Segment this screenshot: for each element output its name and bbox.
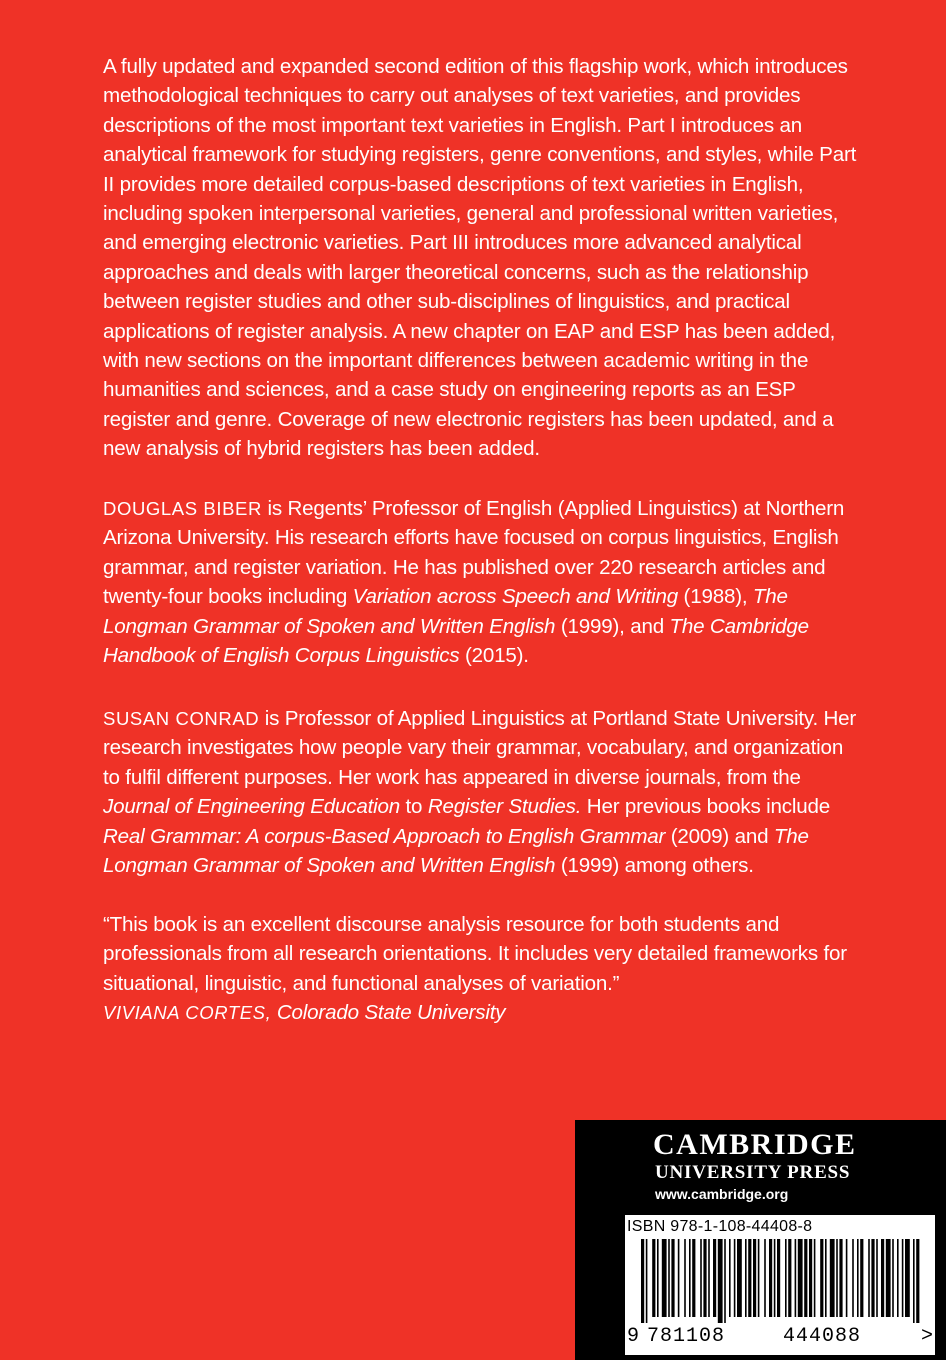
description-paragraph: A fully updated and expanded second edition of this flagship work, which introduces methodological techniques to carry out analyses of text varieties, and provides descriptions of the most important text varieties in English. Part I introduces an analytical framework for studying registers, genre conventions, and styles, while Part II provides more detailed corpus-based descriptions of text varieties in English, including spoken interpersonal varieties, general and professional written varieties, and emerging electronic varieties. Part III introduces more advanced analytical approaches and deals with larger theoretical concerns, such as the relationship between register studies and other sub-disciplines of linguistics, and practical applications of register analysis. A new chapter on EAP and ESP has been added, with new sections on the important differences between academic writing in the humanities and sciences, and a case study on engineering reports as an ESP register and genre. Coverage of new electronic registers has been updated, and a new analysis of hybrid registers has been added. [103,55,857,461]
book-title: The Cambridge Handbook of English Corpus Linguistics [103,614,809,668]
publisher-url: www.cambridge.org [655,1186,789,1202]
quote-text: “This book is an excellent discourse analysis resource for both students and professionals from all research orientations. It includes very detailed frameworks for situational, linguistic, and functional analyses of variation.” [103,913,847,995]
book-title: Variation across Speech and Writing [352,585,679,609]
journal-title: Journal of Engineering Education [103,795,400,819]
review-quote [103,910,863,1028]
journal-title: Register Studies. [427,795,582,819]
author-name: SUSAN CONRAD [103,708,260,729]
isbn-label: ISBN 978-1-108-44408-8 [627,1218,813,1235]
publisher-logo: CAMBRIDGE [653,1128,857,1161]
book-description [103,52,863,464]
author-name: DOUGLAS BIBER [103,498,262,519]
barcode-icon [637,1239,923,1323]
reviewer-affiliation: Colorado State University [271,1001,506,1025]
quote-attribution [103,998,863,1027]
publisher-block [575,1120,946,1360]
book-title: Real Grammar: A corpus-Based Approach to English Grammar [103,824,666,848]
reviewer-name: VIVIANA CORTES, [103,1002,272,1024]
barcode-panel: ISBN 978-1-108-44408-8 9 781108 444088 > [625,1215,935,1355]
book-title: The Longman Grammar of Spoken and Written English [103,824,809,878]
publisher-subname: UNIVERSITY PRESS [655,1162,851,1183]
author-bio-conrad: SUSAN CONRAD is Professor of Applied Linguistics at Portland State University. Her research investigates how people vary their grammar, vocabulary, and organization to fulfil different purposes. Her work has appeared in diverse journals, from the Journal of Engineering Education to Register Studies. Her previous books include Real Grammar: A corpus-Based Approach to English Grammar (2009) and The Longman Grammar of Spoken and Written English (1999) among others. [103,707,857,878]
author-bio-biber: DOUGLAS BIBER is Regents’ Professor of English (Applied Linguistics) at Northern Arizona University. His research efforts have focused on corpus linguistics, English grammar, and register variation. He has published over 220 research articles and twenty-four books including Variation across Speech and Writing (1988), The Longman Grammar of Spoken and Written English (1999), and The Cambridge Handbook of English Corpus Linguistics (2015). [103,497,845,668]
book-title: The Longman Grammar of Spoken and Written English [103,585,788,638]
